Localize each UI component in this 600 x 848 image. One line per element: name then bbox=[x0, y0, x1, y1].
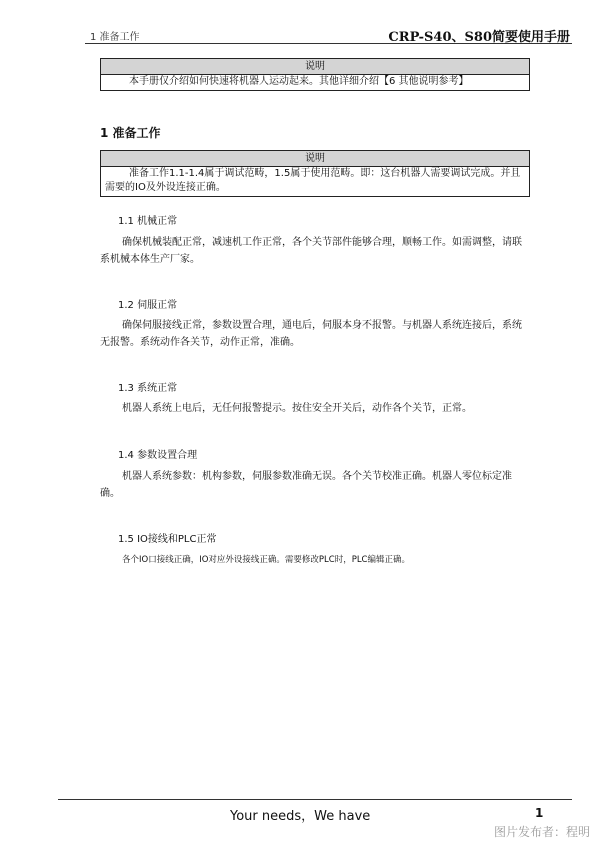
subsection-text-1-4 bbox=[100, 468, 530, 502]
note-text: 本手册仅介绍如何快速将机器人运动起来。其他详细介绍【6 其他说明参考】 bbox=[129, 76, 469, 87]
note-body bbox=[101, 167, 529, 196]
paragraph: 确保机械装配正常，减速机工作正常，各个关节部件能够合理，顺畅工作。如需调整，请联系机械本体生产厂家。 bbox=[100, 237, 522, 265]
paragraph: 机器人系统上电后，无任何报警提示。按住安全开关后，动作各个关节，正常。 bbox=[122, 403, 472, 414]
paragraph: 各个IO口接线正确，IO对应外设接线正确。需要修改PLC时，PLC编辑正确。 bbox=[122, 555, 410, 565]
subsection-title-1-3: 1.3 系统正常 bbox=[118, 383, 178, 394]
header-manual-title: CRP-S40、S80简要使用手册 bbox=[388, 30, 570, 45]
subsection-title-1-4: 1.4 参数设置合理 bbox=[118, 450, 198, 461]
note-box-intro bbox=[100, 58, 530, 91]
subsection-text-1-1 bbox=[100, 234, 530, 268]
subsection-title-1-5: 1.5 IO接线和PLC正常 bbox=[118, 534, 217, 545]
page-number: 1 bbox=[535, 806, 544, 820]
note-box-prep bbox=[100, 150, 530, 197]
footer-rule bbox=[58, 799, 572, 800]
publisher-watermark: 图片发布者：程明 bbox=[493, 825, 590, 839]
header-chapter: 1 准备工作 bbox=[90, 32, 140, 43]
note-label: 说明 bbox=[101, 151, 529, 167]
subsection-text-1-2 bbox=[100, 317, 530, 351]
subsection-text-1-3 bbox=[100, 400, 530, 417]
section-title: 1 准备工作 bbox=[100, 126, 161, 140]
subsection-text-1-5 bbox=[100, 552, 530, 569]
subsection-title-1-1: 1.1 机械正常 bbox=[118, 216, 178, 227]
subsection-title-1-2: 1.2 伺服正常 bbox=[118, 300, 178, 311]
paragraph: 机器人系统参数：机构参数，伺服参数准确无误。各个关节校准正确。机器人零位标定准确。 bbox=[100, 471, 512, 499]
note-body bbox=[101, 75, 529, 90]
footer-slogan: Your needs，We have bbox=[230, 809, 371, 824]
note-text: 准备工作1.1-1.4属于调试范畴，1.5属于使用范畴。即：这台机器人需要调试完成。并且需要的IO及外设连接正确。 bbox=[105, 168, 521, 193]
note-label: 说明 bbox=[101, 59, 529, 75]
paragraph: 确保伺服接线正常，参数设置合理，通电后，伺服本身不报警。与机器人系统连接后，系统无报警。系统动作各关节，动作正常，准确。 bbox=[100, 320, 522, 348]
header-rule bbox=[85, 43, 572, 44]
